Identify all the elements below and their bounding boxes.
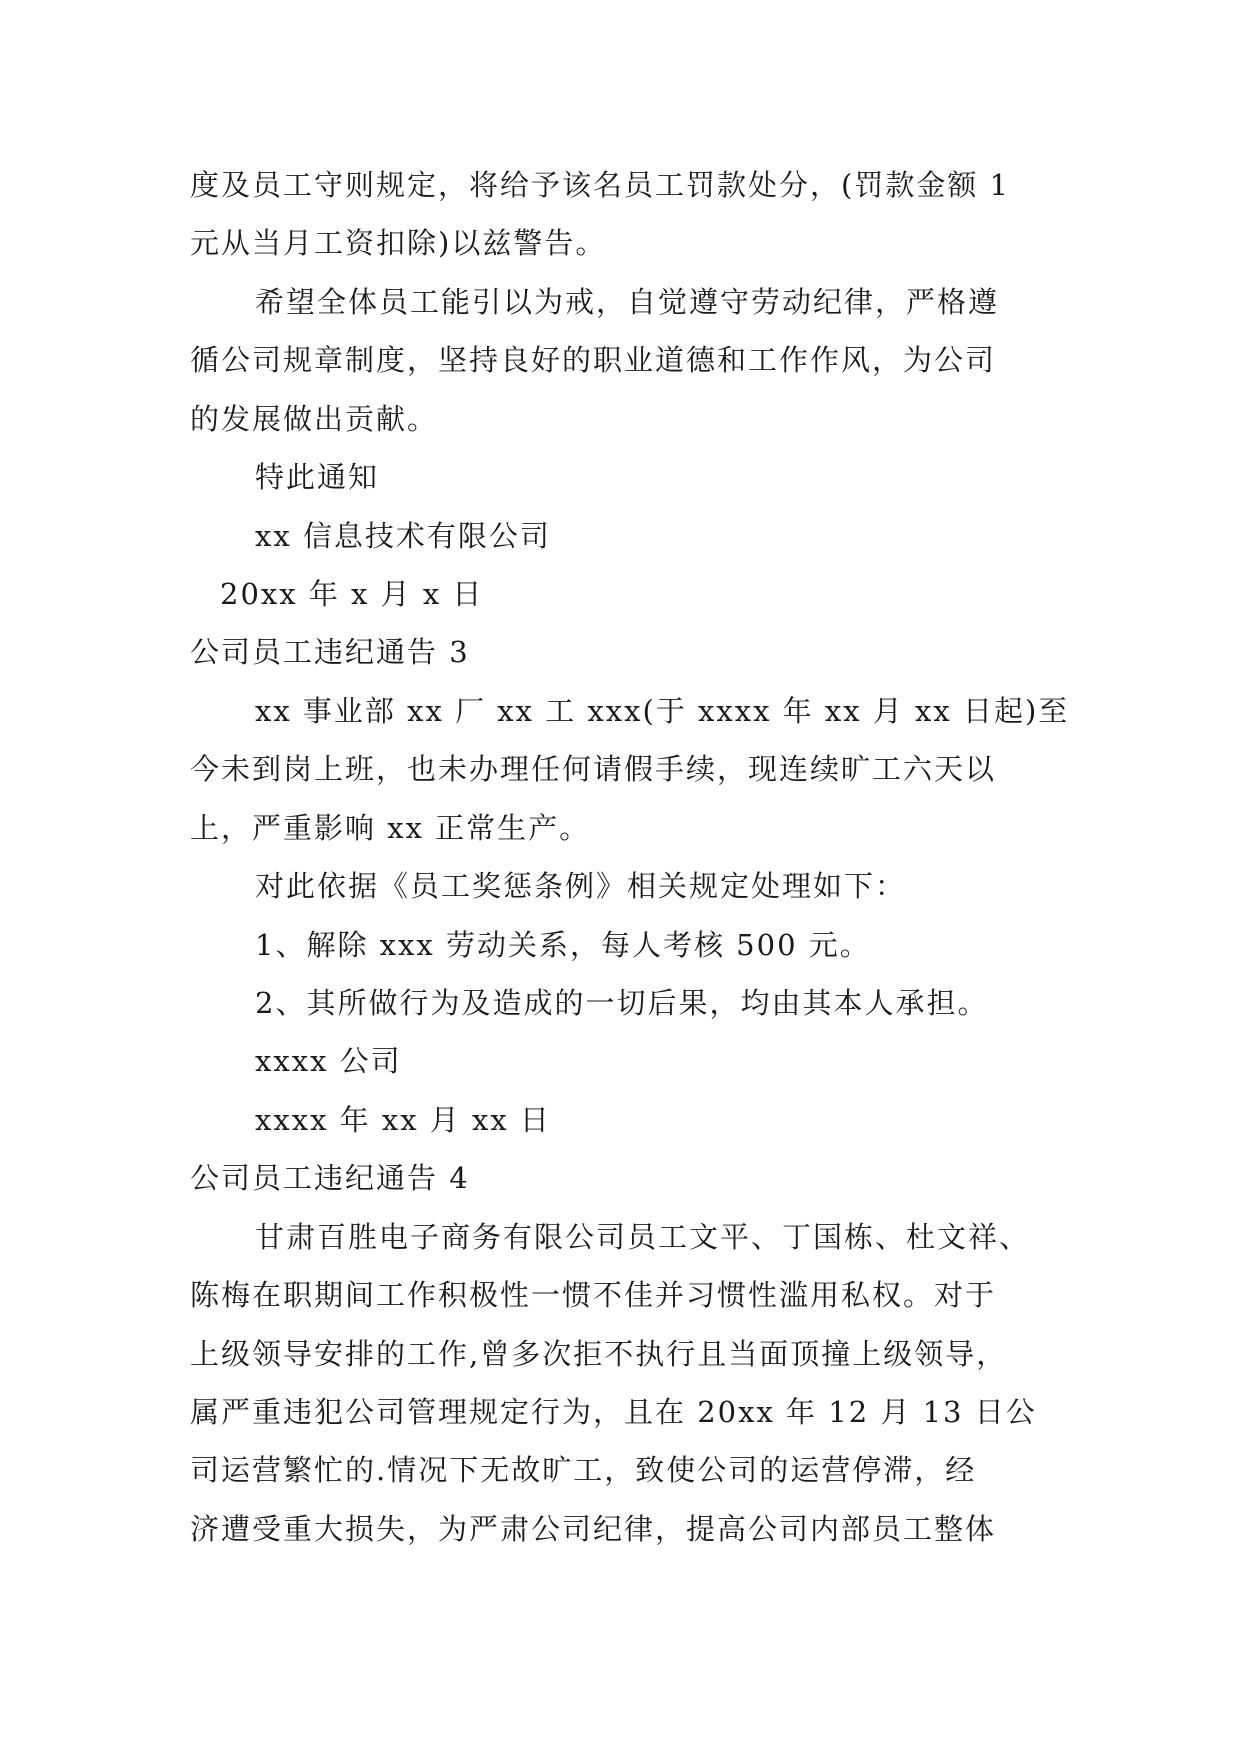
paragraph-line: 陈梅在职期间工作积极性一惯不佳并习惯性滥用私权。对于 — [190, 1278, 997, 1312]
paragraph-line: 今未到岗上班，也未办理任何请假手续，现连续旷工六天以 — [190, 752, 997, 786]
list-item: 2、其所做行为及造成的一切后果，均由其本人承担。 — [255, 986, 989, 1020]
paragraph-line: 元从当月工资扣除)以兹警告。 — [190, 226, 607, 260]
list-item: 1、解除 xxx 劳动关系，每人考核 500 元。 — [255, 928, 871, 962]
paragraph-line: 希望全体员工能引以为戒，自觉遵守劳动纪律，严格遵 — [255, 285, 1000, 319]
paragraph-line: 济遭受重大损失，为严肃公司纪律，提高公司内部员工整体 — [190, 1512, 997, 1546]
paragraph-line: xx 事业部 xx 厂 xx 工 xxx(于 xxxx 年 xx 月 xx 日起)至 — [255, 694, 1070, 728]
paragraph-line: 甘肃百胜电子商务有限公司员工文平、丁国栋、杜文祥、 — [255, 1220, 1031, 1254]
paragraph-line: 司运营繁忙的.情况下无故旷工，致使公司的运营停滞，经 — [190, 1453, 977, 1487]
paragraph-line: 循公司规章制度，坚持良好的职业道德和工作作风，为公司 — [190, 343, 997, 377]
paragraph-line: 的发展做出贡献。 — [190, 402, 439, 436]
signature-date: xxxx 年 xx 月 xx 日 — [255, 1103, 551, 1137]
signature-company: xxxx 公司 — [255, 1044, 402, 1078]
paragraph-line: 对此依据《员工奖惩条例》相关规定处理如下： — [255, 869, 907, 903]
closing-line: 特此通知 — [255, 460, 380, 494]
section-heading: 公司员工违纪通告 4 — [190, 1161, 470, 1195]
paragraph-line: 属严重违犯公司管理规定行为，且在 20xx 年 12 月 13 日公 — [190, 1395, 1037, 1429]
section-heading: 公司员工违纪通告 3 — [190, 635, 470, 669]
paragraph-line: 度及员工守则规定，将给予该名员工罚款处分，(罚款金额 1 — [190, 168, 1010, 202]
paragraph-line: 上级领导安排的工作,曾多次拒不执行且当面顶撞上级领导， — [190, 1337, 1008, 1371]
paragraph-line: 上，严重影响 xx 正常生产。 — [190, 811, 591, 845]
signature-date: 20xx 年 x 月 x 日 — [220, 577, 484, 611]
signature-company: xx 信息技术有限公司 — [255, 519, 551, 553]
